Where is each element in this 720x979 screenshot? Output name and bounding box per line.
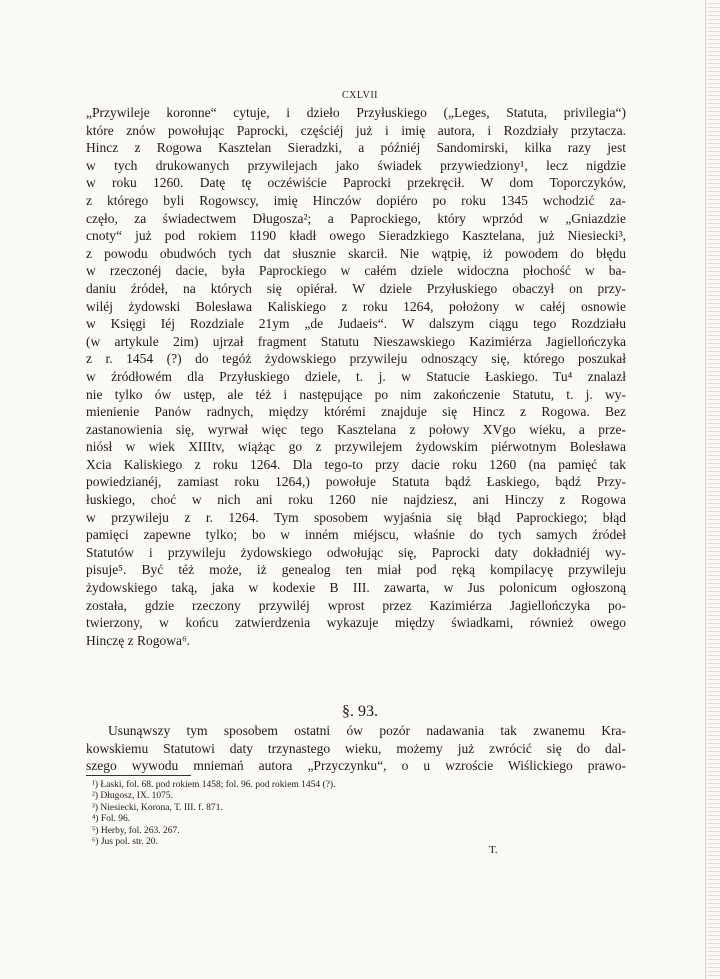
text-line: żydowskiego taką, jaka w kodexie B III. zawarta, w Jus polonicum ogłoszoną: [86, 580, 626, 596]
text-line: pisuje⁵. Być téż może, iż genealog ten miał pod ręką kompilacyę przywileju: [86, 562, 626, 578]
text-line: Statutów i przywileju żydowskiego odwołując się, Paprocki daty dokładniéj wy-: [86, 544, 626, 560]
footnotes: [92, 780, 512, 848]
text-line: które znów powołując Paprocki, częściéj już i imię autora, i Rozdziały przytacza.: [86, 122, 626, 138]
text-line: Hincz z Rogowa Kasztelan Sieradzki, a późniéj Sandomirski, kilka razy jest: [86, 140, 626, 156]
text-line: z powodu obudwóch tych dat słusznie skarcił. Nie wątpię, iż powodem do błędu: [86, 245, 626, 261]
section-heading: §. 93.: [342, 703, 378, 720]
page-number-header: CXLVII: [342, 90, 378, 101]
footnote: ⁶) Jus pol. str. 20.: [92, 837, 158, 848]
footnote: ⁴) Fol. 96.: [92, 814, 131, 825]
text-line: kowskiemu Statutowi daty trzynastego wieku, możemy już zwrócić się do dal-: [86, 740, 626, 756]
section-paragraph: [86, 722, 626, 775]
text-line: w tych drukowanych przywilejach jako świadek przywiedziony¹, lecz nigdzie: [86, 157, 626, 173]
text-line: powiedzianéj, zamiast roku 1264,) powołuje Statuta bądź Łaskiego, bądź Przy-: [86, 474, 626, 490]
footnote: ²) Długosz, IX. 1075.: [92, 791, 173, 802]
text-line: zastanowienia się, wyrwał więc tego Kasztelana z połowy XVgo wieku, a prze-: [86, 421, 626, 437]
main-paragraph: [86, 104, 626, 649]
text-line: wiléj żydowski Bolesława Kaliskiego z roku 1264, położony w całéj osnowie: [86, 298, 626, 314]
text-line: (w artykule 2im) ujrzał fragment Statutu Nieszawskiego Kazimiérza Jagiellończyka: [86, 333, 626, 349]
catchword: T.: [489, 844, 498, 856]
footnote: ¹) Łaski, fol. 68. pod rokiem 1458; fol. 96. pod rokiem 1454 (?).: [92, 780, 336, 790]
text-line: w rzeczonéj dacie, była Paprockiego w całém dziele widoczna płochość w ba-: [86, 263, 626, 279]
text-line: niósł w wiek XIIItv, wiążąc go z przywilejem żydowskim piérwotnym Bolesława: [86, 439, 626, 455]
text-line: z r. 1454 (?) do tegóż żydowskiego przywileju odnoszący się, którego poszukał: [86, 351, 626, 367]
text-line: Hinczę z Rogowa⁶.: [86, 632, 191, 648]
text-line: w roku 1260. Datę tę oczéwiście Paprocki przekręcił. W dom Toporczyków,: [86, 175, 626, 191]
text-line: cnoty“ już pod rokiem 1190 kładł owego Sieradzkiego Kasztelana, już Niesiecki³,: [86, 228, 626, 244]
text-line: z którego byli Rogowscy, imię Hinczów dopiéro po roku 1345 wchodzić za-: [86, 192, 626, 208]
text-line: została, gdzie rzeczony przywiléj wprost przez Kazimiérza Jagiellończyka po-: [86, 597, 626, 613]
text-line: mienienie Panów radnych, między którémi znajduje się Hincz z Rogowa. Bez: [86, 404, 626, 420]
page-edge: [705, 0, 720, 979]
text-line: twierzony, w końcu zatwierdzenia wykazuje między świadkami, również owego: [86, 615, 626, 631]
footnote: ³) Niesiecki, Korona, T. III. f. 871.: [92, 802, 223, 813]
text-line: w źródłowém dla Przyłuskiego dziele, t. j. w Statucie Łaskiego. Tu⁴ znalazł: [86, 368, 626, 384]
text-line: łuskiego, choć w nich ani roku 1260 nie najdziesz, ani Hinczy z Rogowa: [86, 492, 626, 508]
text-line: „Przywileje koronne“ cytuje, i dzieło Przyłuskiego („Leges, Statuta, privilegia“): [86, 105, 626, 120]
text-line: Usunąwszy tym sposobem ostatni ów pozór nadawania tak zwanemu Kra-: [108, 723, 626, 738]
text-line: częło, za świadectwem Długosza²; a Paprockiego, który wprzód w „Gniazdzie: [86, 210, 626, 226]
text-line: szego wywodu mniemań autora „Przyczynku“, o u wzroście Wiślickiego prawo-: [86, 758, 626, 774]
text-line: w Księgi Iéj Rozdziale 21ym „de Judaeis“. W dalszym ciągu tego Rozdziału: [86, 316, 626, 332]
footnote-rule: [86, 775, 191, 776]
footnote: ⁵) Herby, fol. 263. 267.: [92, 825, 180, 836]
text-line: nie tylko ów ustęp, ale téż i następujące po nim zakończenie Statutu, t. j. wy-: [86, 386, 626, 402]
text-line: Xcia Kaliskiego z roku 1264. Dla tego-to przy dacie roku 1260 (na pamięć tak: [86, 456, 626, 472]
text-line: daniu źródeł, na których się opiérał. W dziele Przyłuskiego obaczył on przy-: [86, 280, 626, 296]
text-line: w przywileju z r. 1264. Tym sposobem wyjaśnia się błąd Paprockiego; błąd: [86, 509, 626, 525]
text-line: pamięci zapewne tylko; bo w inném miéjscu, właśnie do tych samych źródeł: [86, 527, 626, 543]
